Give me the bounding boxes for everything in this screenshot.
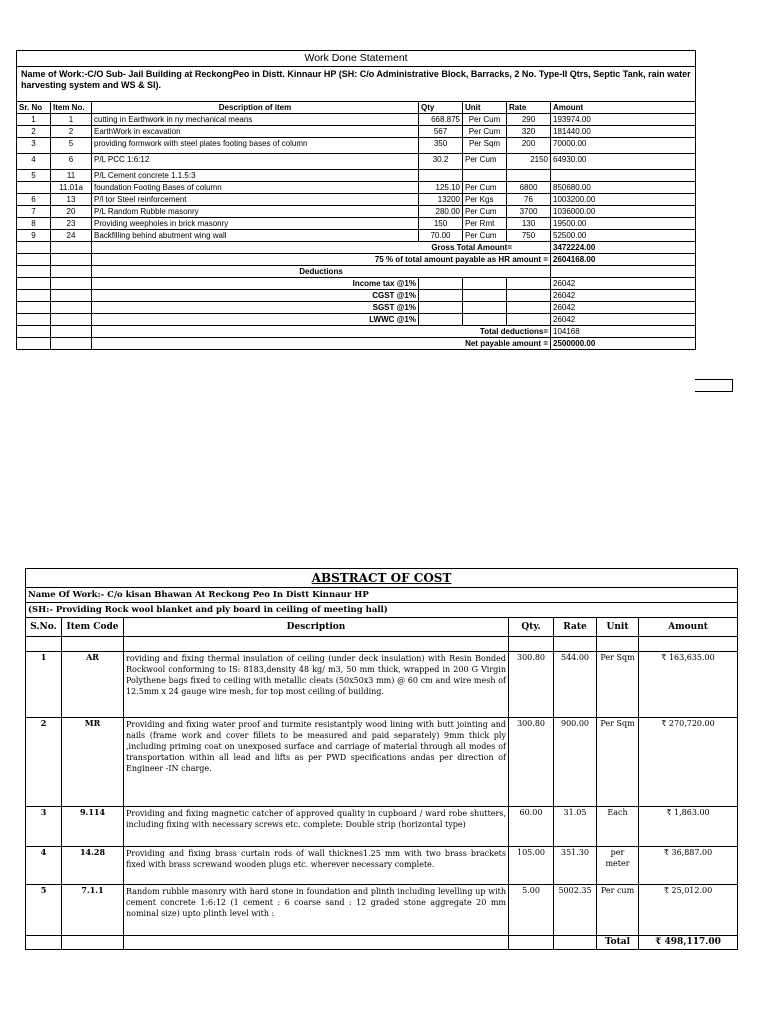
table-row	[26, 652, 738, 718]
unit-cell: Per Cum	[463, 114, 507, 126]
rate-cell: 750	[507, 230, 551, 242]
table-row	[26, 847, 738, 885]
aoc-total-row	[26, 936, 738, 950]
wds-header-row	[17, 102, 696, 114]
table-row	[17, 230, 696, 242]
unit-cell: Per cum	[597, 885, 639, 936]
description-cell: Providing weepholes in brick masonry	[92, 218, 419, 230]
unit-cell: Per Cum	[463, 206, 507, 218]
gross-total-row	[17, 242, 696, 254]
unit-cell: Each	[597, 807, 639, 847]
amount-cell: 52500.00	[551, 230, 696, 242]
deduction-label: LWWC @1%	[92, 314, 419, 326]
table-row	[26, 885, 738, 936]
amount-cell: ₹ 163,635.00	[639, 652, 738, 718]
qty-cell: 105.00	[509, 847, 554, 885]
aoc-header-item-code: Item Code	[62, 618, 124, 637]
rate-cell: 320	[507, 126, 551, 138]
sno-cell: 2	[26, 718, 62, 807]
hr-amount-value: 2604168.00	[551, 254, 696, 266]
unit-cell: Per Rmt	[463, 218, 507, 230]
aoc-name-of-work: Name Of Work:- C/o kisan Bhawan At Reckong Peo In Distt Kinnaur HP	[26, 588, 738, 603]
gross-total-label: Gross Total Amount=	[92, 242, 551, 254]
wds-header-description: Description of item	[92, 102, 419, 114]
net-payable-value: 2500000.00	[551, 338, 696, 350]
rate-cell: 31.05	[554, 807, 597, 847]
sno-cell: 1	[26, 652, 62, 718]
net-payable-label: Net payable amount =	[92, 338, 551, 350]
rate-cell: 5002.35	[554, 885, 597, 936]
description-cell: roviding and fixing thermal insulation of ceiling (under deck insulation) with Resin Bonded Rockwool conforming to IS: 8183,density 48 kg/ m3, 50 mm thick, wrapped in 200 G Virgin Polythene bags fixed to ceiling with metallic cleats (50x50x3 mm) @ 60 cm and wire mesh of 12.5mm x 24 gauge wire mesh, for top most ceiling of building.	[124, 652, 509, 718]
sno-cell: 5	[26, 885, 62, 936]
deduction-row	[17, 314, 696, 326]
description-cell: P/L Random Rubble masonry	[92, 206, 419, 218]
unit-cell: Per Cum	[463, 154, 507, 170]
wds-header-sr: Sr. No	[17, 102, 51, 114]
qty-cell: 150	[419, 218, 463, 230]
item-cell: 11.01a	[51, 182, 92, 194]
description-cell: cutting in Earthwork in ny mechanical means	[92, 114, 419, 126]
aoc-header-amount: Amount	[639, 618, 738, 637]
unit-cell: Per Sqm	[597, 718, 639, 807]
amount-cell: 19500.00	[551, 218, 696, 230]
table-row	[17, 138, 696, 154]
sr-cell: 2	[17, 126, 51, 138]
qty-cell: 567	[419, 126, 463, 138]
rate-cell: 130	[507, 218, 551, 230]
wds-header-rate: Rate	[507, 102, 551, 114]
wds-header-item: Item No.	[51, 102, 92, 114]
aoc-header-unit: Unit	[597, 618, 639, 637]
qty-cell: 300.80	[509, 652, 554, 718]
description-cell: EarthWork in excavation	[92, 126, 419, 138]
rate-cell: 351.30	[554, 847, 597, 885]
sno-cell: 4	[26, 847, 62, 885]
item-cell: 24	[51, 230, 92, 242]
item-cell: 1	[51, 114, 92, 126]
deduction-row	[17, 290, 696, 302]
description-cell: providing formwork with steel plates footing bases of column	[92, 138, 419, 154]
qty-cell: 70.00	[419, 230, 463, 242]
sr-cell: 4	[17, 154, 51, 170]
rate-cell: 76	[507, 194, 551, 206]
deduction-row	[17, 302, 696, 314]
unit-cell: per meter	[597, 847, 639, 885]
deductions-heading: Deductions	[92, 266, 551, 278]
qty-cell: 125.10	[419, 182, 463, 194]
sr-cell: 3	[17, 138, 51, 154]
item-cell: 6	[51, 154, 92, 170]
qty-cell: 300.80	[509, 718, 554, 807]
wds-header-amount: Amount	[551, 102, 696, 114]
table-row	[17, 206, 696, 218]
amount-cell: 850680.00	[551, 182, 696, 194]
rate-cell: 6800	[507, 182, 551, 194]
table-row	[17, 126, 696, 138]
item-cell: 11	[51, 170, 92, 182]
sno-cell: 3	[26, 807, 62, 847]
unit-cell: Per Sqm	[597, 652, 639, 718]
table-row	[17, 194, 696, 206]
wds-title: Work Done Statement	[17, 51, 696, 67]
amount-cell: 1036000.00	[551, 206, 696, 218]
qty-cell: 668.875	[419, 114, 463, 126]
deduction-label: Income tax @1%	[92, 278, 419, 290]
item-code-cell: 7.1.1	[62, 885, 124, 936]
amount-cell: 64930.00	[551, 154, 696, 170]
qty-cell: 280.00	[419, 206, 463, 218]
qty-cell: 5.00	[509, 885, 554, 936]
description-cell: Backfilling behind abutment wing wall	[92, 230, 419, 242]
table-row	[17, 170, 696, 182]
unit-cell: Per Cum	[463, 182, 507, 194]
aoc-header-rate: Rate	[554, 618, 597, 637]
unit-cell	[463, 170, 507, 182]
deduction-value: 26042	[551, 302, 696, 314]
description-cell: Providing and fixing magnetic catcher of approved quality in cupboard / ward robe shutters, including fixing with necessary screws etc. complete: Double strip (horizontal type)	[124, 807, 509, 847]
gross-total-value: 3472224.00	[551, 242, 696, 254]
item-code-cell: 14.28	[62, 847, 124, 885]
item-cell: 2	[51, 126, 92, 138]
aoc-total-label: Total	[597, 936, 639, 950]
description-cell: P/l tor Steel reinforcement	[92, 194, 419, 206]
amount-cell: ₹ 36,887.00	[639, 847, 738, 885]
qty-cell: 13200	[419, 194, 463, 206]
item-code-cell: 9.114	[62, 807, 124, 847]
total-deductions-value: 104168	[551, 326, 696, 338]
item-cell: 13	[51, 194, 92, 206]
table-row	[17, 218, 696, 230]
sr-cell: 5	[17, 170, 51, 182]
deduction-value: 26042	[551, 314, 696, 326]
description-cell: Providing and fixing brass curtain rods of wall thicknes1.25 mm with two brass brackets fixed with brass screwand wooden plugs etc. wherever necessary complete.	[124, 847, 509, 885]
aoc-header-sno: S.No.	[26, 618, 62, 637]
amount-cell: 181440.00	[551, 126, 696, 138]
description-cell: P/L PCC 1:6:12	[92, 154, 419, 170]
hr-amount-row	[17, 254, 696, 266]
aoc-header-description: Description	[124, 618, 509, 637]
hr-amount-label: 75 % of total amount payable as HR amount =	[92, 254, 551, 266]
description-cell: foundation Footing Bases of column	[92, 182, 419, 194]
amount-cell	[551, 170, 696, 182]
item-code-cell: MR	[62, 718, 124, 807]
sr-cell: 6	[17, 194, 51, 206]
sr-cell: 8	[17, 218, 51, 230]
description-cell: P/L Cement concrete 1.1.5:3	[92, 170, 419, 182]
wds-name-of-work: Name of Work:-C/O Sub- Jail Building at ReckongPeo in Distt. Kinnaur HP (SH: C/o Administrative Block, Barracks, 2 No. Type-II Qtrs, Septic Tank, rain water harvesting system and WS & SI).	[17, 67, 696, 102]
deduction-value: 26042	[551, 278, 696, 290]
deduction-label: SGST @1%	[92, 302, 419, 314]
rate-cell: 200	[507, 138, 551, 154]
aoc-title: ABSTRACT OF COST	[26, 569, 738, 588]
amount-cell: 70000.00	[551, 138, 696, 154]
description-cell: Random rubble masonry with hard stone in foundation and plinth including levelling up with cement concrete 1:6:12 (1 cement : 6 coarse sand : 12 graded stone aggregate 20 mm nominal size) upto plinth level with :	[124, 885, 509, 936]
item-cell: 23	[51, 218, 92, 230]
rate-cell: 900.00	[554, 718, 597, 807]
unit-cell: Per Kgs	[463, 194, 507, 206]
wds-header-unit: Unit	[463, 102, 507, 114]
qty-cell: 30.2	[419, 154, 463, 170]
aoc-header-row	[26, 618, 738, 637]
rate-cell: 3700	[507, 206, 551, 218]
aoc-header-qty: Qty.	[509, 618, 554, 637]
deduction-row	[17, 278, 696, 290]
table-row	[26, 807, 738, 847]
empty-cell-box	[695, 379, 733, 392]
unit-cell: Per Sqm	[463, 138, 507, 154]
qty-cell: 60.00	[509, 807, 554, 847]
description-cell: Providing and fixing water proof and turmite resistantply wood lining with butt jointing and nails (frame work and cover fillets to be measured and paid separately) 9mm thick ply ,including priming coat on unexposed surface and carriage of material through all modes of transportation within all lead and lifts as per PWD specifications andas per direction of Engineer -IN charge.	[124, 718, 509, 807]
sr-cell	[17, 182, 51, 194]
table-row	[17, 182, 696, 194]
unit-cell: Per Cum	[463, 126, 507, 138]
sr-cell: 1	[17, 114, 51, 126]
item-code-cell: AR	[62, 652, 124, 718]
sr-cell: 9	[17, 230, 51, 242]
rate-cell: 290	[507, 114, 551, 126]
item-cell: 5	[51, 138, 92, 154]
unit-cell: Per Cum	[463, 230, 507, 242]
net-payable-row	[17, 338, 696, 350]
item-cell: 20	[51, 206, 92, 218]
total-deductions-row	[17, 326, 696, 338]
amount-cell: 1003200.00	[551, 194, 696, 206]
total-deductions-label: Total deductions=	[92, 326, 551, 338]
table-row	[26, 718, 738, 807]
table-row	[17, 154, 696, 170]
aoc-total-value: ₹ 498,117.00	[639, 936, 738, 950]
deductions-heading-row	[17, 266, 696, 278]
deduction-label: CGST @1%	[92, 290, 419, 302]
aoc-sub-head: (SH:- Providing Rock wool blanket and ply board in ceiling of meeting hall)	[26, 603, 738, 618]
amount-cell: ₹ 270,720.00	[639, 718, 738, 807]
deduction-value: 26042	[551, 290, 696, 302]
table-row	[17, 114, 696, 126]
amount-cell: ₹ 1,863.00	[639, 807, 738, 847]
work-done-statement-table	[16, 50, 696, 350]
rate-cell	[507, 170, 551, 182]
amount-cell: 193974.00	[551, 114, 696, 126]
abstract-of-cost-table	[25, 568, 738, 950]
wds-header-qty: Qty	[419, 102, 463, 114]
qty-cell	[419, 170, 463, 182]
sr-cell: 7	[17, 206, 51, 218]
rate-cell: 2150	[507, 154, 551, 170]
qty-cell: 350	[419, 138, 463, 154]
amount-cell: ₹ 25,012.00	[639, 885, 738, 936]
rate-cell: 544.00	[554, 652, 597, 718]
